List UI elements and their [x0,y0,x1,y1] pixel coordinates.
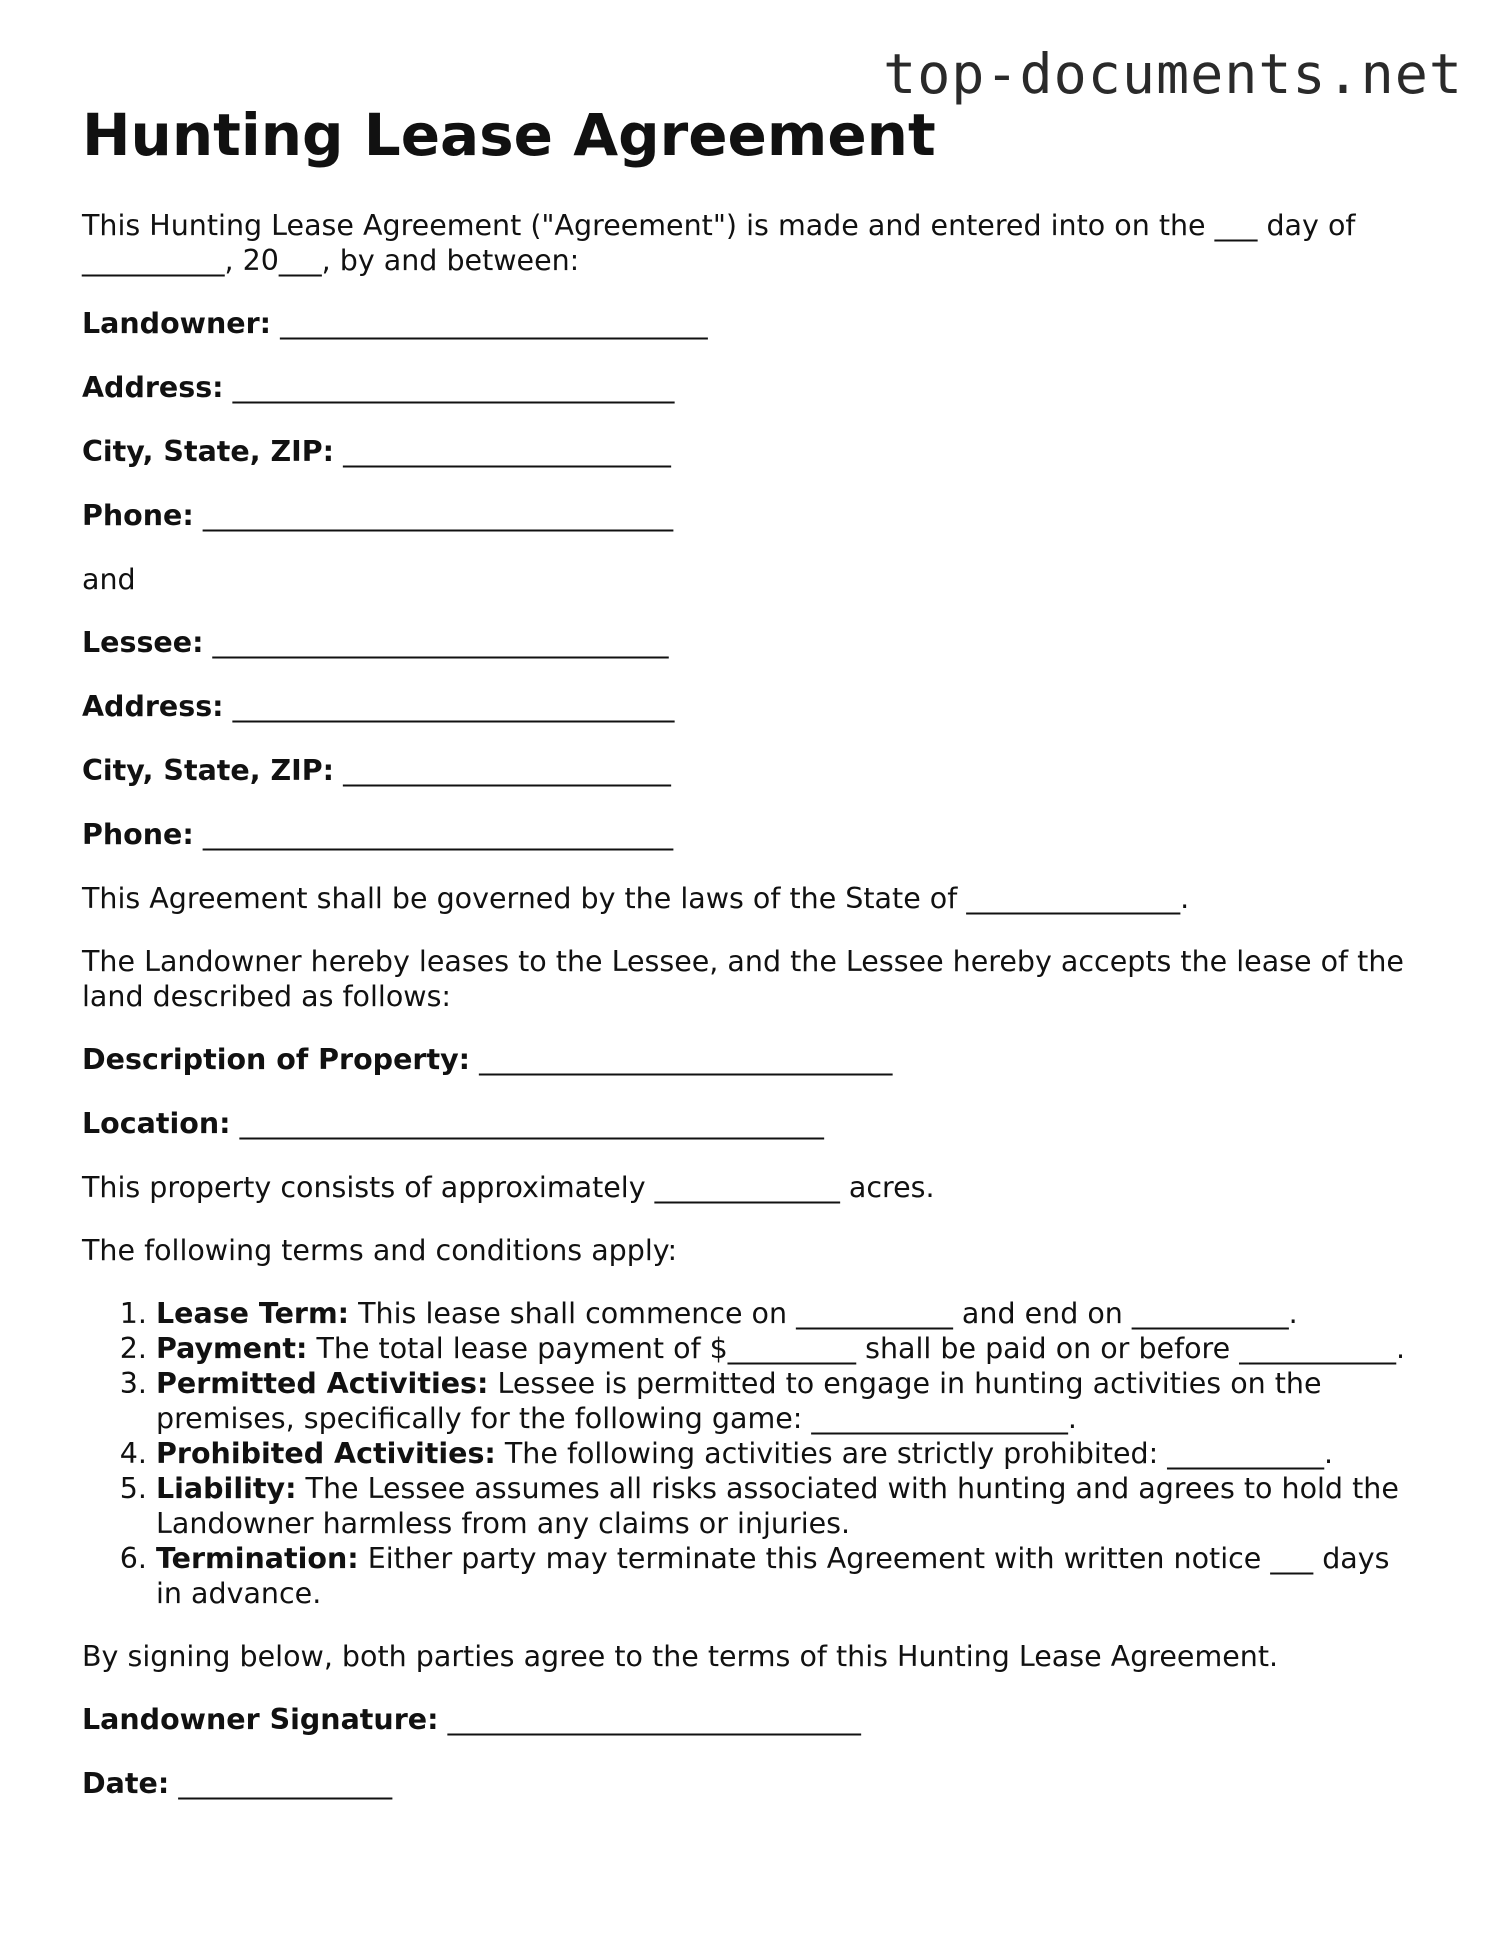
term-text: Either party may terminate this Agreement with written notice ___ days in advance. [156,1541,1390,1610]
list-item [156,1296,1422,1331]
property-description-field [82,1042,1422,1077]
signature-date-field [82,1766,1422,1801]
landowner-phone-field [82,498,1422,533]
property-location-field [82,1106,1422,1141]
fill-blank: _______________________ [343,434,671,468]
and-text: and [82,562,136,596]
intro-paragraph: This Hunting Lease Agreement ("Agreement") is made and entered into on the ___ day of __________, 20___, by and between: [82,208,1356,277]
lessee-phone-field [82,817,1422,852]
fill-blank: _________________________________ [202,498,674,532]
fill-blank: ________________________________ [212,625,669,659]
lessee-city-field [82,753,1422,788]
fill-blank: _____________________________ [447,1702,861,1736]
term-label: Lease Term: [156,1296,350,1330]
field-label: Lessee: [82,625,204,659]
fill-blank: _______________________ [343,753,671,787]
landowner-city-field [82,434,1422,469]
landowner-signature-field [82,1702,1422,1737]
governing-law-paragraph: This Agreement shall be governed by the laws of the State of _______________. [82,881,1190,915]
list-item [156,1471,1422,1541]
field-label: Location: [82,1106,231,1140]
term-label: Termination: [156,1541,359,1575]
term-label: Payment: [156,1331,308,1365]
term-label: Prohibited Activities: [156,1436,496,1470]
fill-blank: ______________________________ [280,306,708,340]
list-item [156,1331,1422,1366]
landowner-address-field [82,370,1422,405]
fill-blank: _______________ [178,1766,393,1800]
document-title: Hunting Lease Agreement [82,101,936,169]
term-text: The total lease payment of $_________ shall be paid on or before ___________. [316,1331,1406,1365]
field-label: Address: [82,370,224,404]
term-text: The following activities are strictly prohibited: ___________. [504,1436,1334,1470]
lessee-name-field [82,625,1422,660]
list-item [156,1541,1422,1611]
term-label: Liability: [156,1471,297,1505]
field-label: Phone: [82,817,194,851]
term-text: Lessee is permitted to engage in hunting activities on the premises, specifically for the following game: __________________. [156,1366,1322,1435]
field-label: Landowner Signature: [82,1702,439,1736]
field-label: Address: [82,689,224,723]
terms-list [82,1296,1422,1611]
list-item [156,1366,1422,1436]
fill-blank: _____________________________ [479,1042,893,1076]
field-label: Phone: [82,498,194,532]
acreage-paragraph: This property consists of approximately _____________ acres. [82,1170,935,1204]
field-label: City, State, ZIP: [82,434,335,468]
field-label: Description of Property: [82,1042,471,1076]
fill-blank: _________________________________ [202,817,674,851]
list-item [156,1436,1422,1471]
lease-statement-paragraph: The Landowner hereby leases to the Lessee, and the Lessee hereby accepts the lease of the land described as follows: [82,944,1404,1013]
term-text: The Lessee assumes all risks associated with hunting and agrees to hold the Landowner harmless from any claims or injuries. [156,1471,1399,1540]
field-label: City, State, ZIP: [82,753,335,787]
fill-blank: _________________________________________ [239,1106,824,1140]
document-page [82,101,1422,1830]
term-text: This lease shall commence on ___________ and end on ___________. [358,1296,1298,1330]
term-label: Permitted Activities: [156,1366,489,1400]
fill-blank: _______________________________ [232,370,675,404]
field-label: Date: [82,1766,170,1800]
field-label: Landowner: [82,306,272,340]
closing-paragraph: By signing below, both parties agree to the terms of this Hunting Lease Agreement. [82,1639,1279,1673]
lessee-address-field [82,689,1422,724]
watermark: top-documents.net [883,42,1463,106]
landowner-name-field [82,306,1422,341]
terms-intro: The following terms and conditions apply: [82,1233,678,1267]
fill-blank: _______________________________ [232,689,675,723]
